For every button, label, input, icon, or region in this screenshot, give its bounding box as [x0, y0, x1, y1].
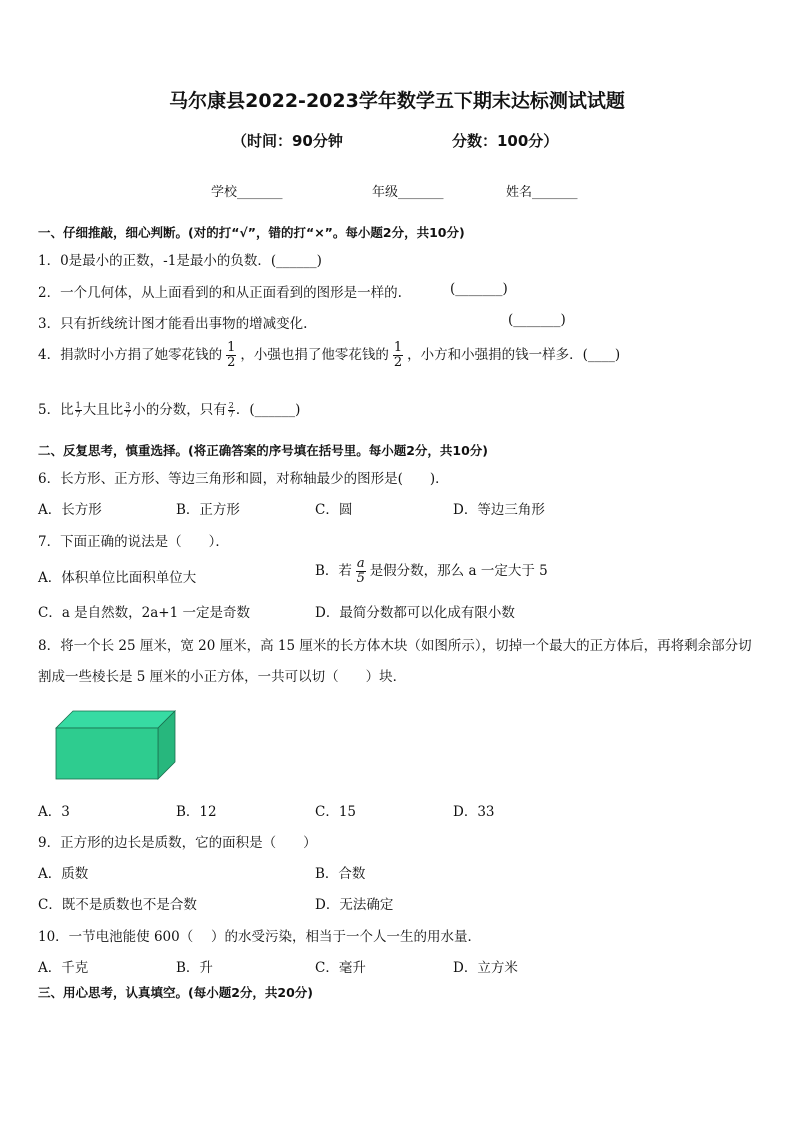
- question-9: 9．正方形的边长是质数，它的面积是（ ）: [38, 835, 317, 851]
- cuboid-figure: [54, 710, 178, 782]
- q9-option-d: D．无法确定: [315, 897, 394, 913]
- page-title: 马尔康县2022-2023学年数学五下期末达标测试试题: [169, 90, 625, 112]
- question-4-text-b: ，小强也捐了他零花钱的: [240, 347, 389, 363]
- section-1-heading: 一、仔细推敲，细心判断。(对的打“√”，错的打“×”。每小题2分，共10分): [38, 225, 465, 240]
- question-4: [38, 341, 620, 370]
- cuboid-top-face: [56, 711, 175, 728]
- school-field: 学校_______: [211, 185, 283, 200]
- question-3-blank: (_______): [508, 312, 566, 328]
- q10-option-c: C．毫升: [315, 960, 366, 976]
- fraction-two-sevenths: $\frac{2}{7}$: [228, 401, 234, 419]
- question-4-text-c: ，小方和小强捐的钱一样多．(____): [407, 347, 621, 363]
- q9-option-b: B．合数: [315, 866, 366, 882]
- q6-option-b: B．正方形: [176, 502, 240, 518]
- question-2: 2．一个几何体，从上面看到的和从正面看到的图形是一样的.: [38, 285, 402, 301]
- question-6: 6．长方形、正方形、等边三角形和圆，对称轴最少的图形是( )．: [38, 471, 449, 487]
- question-5: 5．比 $\frac{1}{7}$ 大且比 $\frac{3}{7}$ 小的分数，只有 $\frac{2}{7}$ ．(______): [38, 401, 301, 419]
- q7-option-b: B．若 $\frac{a}{5}$ 是假分数，那么 a 一定大于 5: [315, 556, 548, 586]
- score-label: 分数：100分）: [452, 132, 559, 150]
- q7-option-d: D．最简分数都可以化成有限小数: [315, 605, 515, 621]
- time-label: （时间：90分钟: [232, 132, 343, 150]
- q7-option-c: C．a 是自然数，2a+1 一定是奇数: [38, 605, 250, 621]
- grade-field: 年级_______: [372, 185, 444, 200]
- q8-option-d: D．33: [453, 804, 495, 820]
- q10-option-b: B．升: [176, 960, 213, 976]
- q7-option-a: A．体积单位比面积单位大: [38, 570, 197, 586]
- cuboid-front-face: [56, 728, 158, 779]
- fraction-half-2: $\frac{1}{2}$: [393, 340, 403, 370]
- q9-option-a: A．质数: [38, 866, 89, 882]
- q6-option-d: D．等边三角形: [453, 502, 545, 518]
- question-10: 10．一节电池能使 600（ ）的水受污染，相当于一个人一生的用水量．: [38, 929, 482, 945]
- q9-option-c: C．既不是质数也不是合数: [38, 897, 197, 913]
- q10-option-a: A．千克: [38, 960, 89, 976]
- question-7: 7．下面正确的说法是（ ）．: [38, 534, 229, 550]
- question-3: 3．只有折线统计图才能看出事物的增减变化.: [38, 316, 308, 332]
- question-8-line-1: 8．将一个长 25 厘米，宽 20 厘米，高 15 厘米的长方体木块（如图所示），切掉一个最大的正方体后，再将剩余部分切: [38, 638, 752, 654]
- fraction-one-seventh: $\frac{1}{7}$: [75, 401, 81, 419]
- question-2-blank: (_______): [450, 281, 508, 297]
- name-field: 姓名_______: [506, 185, 578, 200]
- q6-option-c: C．圆: [315, 502, 353, 518]
- question-4-text-a: 4．捐款时小方捐了她零花钱的: [38, 347, 223, 363]
- q8-option-a: A．3: [38, 804, 70, 820]
- fraction-three-sevenths: $\frac{3}{7}$: [125, 401, 131, 419]
- question-8-line-2: 割成一些棱长是 5 厘米的小正方体，一共可以切（ ）块．: [38, 669, 407, 685]
- q8-option-c: C．15: [315, 804, 357, 820]
- q8-option-b: B．12: [176, 804, 217, 820]
- q6-option-a: A．长方形: [38, 502, 102, 518]
- question-1: 1．0是最小的正数，-1是最小的负数．(______): [38, 253, 322, 269]
- fraction-a-over-5: $\frac{a}{5}$: [356, 556, 365, 586]
- q10-option-d: D．立方米: [453, 960, 518, 976]
- fraction-half-1: $\frac{1}{2}$: [227, 340, 236, 370]
- section-2-heading: 二、反复思考，慎重选择。(将正确答案的序号填在括号里。每小题2分，共10分): [38, 443, 489, 458]
- section-3-heading: 三、用心思考，认真填空。(每小题2分，共20分): [38, 985, 314, 1000]
